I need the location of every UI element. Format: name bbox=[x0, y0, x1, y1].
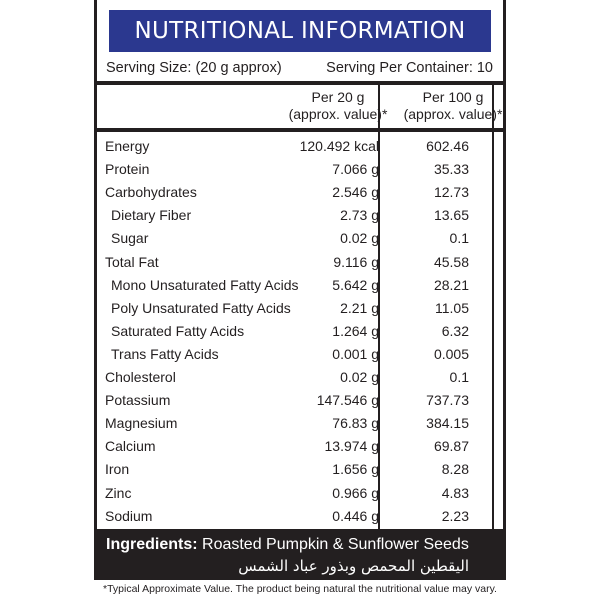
value-per-20g: 0.446 g bbox=[332, 507, 379, 524]
nutrient-name: Poly Unsaturated Fatty Acids bbox=[111, 299, 291, 316]
value-per-20g: 2.21 g bbox=[340, 299, 379, 316]
nutrient-name: Carbohydrates bbox=[105, 184, 197, 201]
nutrient-name: Energy bbox=[105, 138, 150, 154]
table-row bbox=[97, 388, 503, 411]
nutrient-name: Zinc bbox=[105, 484, 132, 501]
table-row bbox=[97, 134, 503, 157]
value-per-100g: 384.15 bbox=[426, 415, 469, 432]
table-row bbox=[97, 319, 503, 342]
value-per-20g: 2.546 g bbox=[332, 184, 379, 201]
nutrient-name: Total Fat bbox=[105, 253, 159, 270]
ingredients-label: Ingredients: bbox=[106, 536, 198, 553]
value-per-100g: 12.73 bbox=[433, 184, 469, 201]
value-per-20g: 0.966 g bbox=[332, 484, 379, 501]
table-row bbox=[97, 226, 503, 249]
value-per-100g: 602.46 bbox=[426, 138, 469, 154]
table-row bbox=[97, 365, 503, 388]
value-per-100g: 35.33 bbox=[433, 161, 469, 178]
table-row bbox=[97, 157, 503, 180]
nutrient-name: Calcium bbox=[105, 438, 156, 455]
serving-info bbox=[97, 57, 503, 81]
table-row bbox=[97, 273, 503, 296]
nutrition-panel bbox=[94, 0, 506, 580]
value-per-20g: 7.066 g bbox=[332, 161, 379, 178]
value-per-20g: 76.83 g bbox=[332, 415, 379, 432]
table-row bbox=[97, 250, 503, 273]
footnote: *Typical Approximate Value. The product being natural the nutritional value may vary. bbox=[103, 583, 497, 595]
nutrient-name: Sodium bbox=[105, 507, 153, 524]
value-per-20g: 0.001 g bbox=[332, 345, 379, 362]
nutrient-name: Magnesium bbox=[105, 415, 178, 432]
ingredients-block bbox=[97, 529, 503, 580]
value-per-100g: 13.65 bbox=[433, 207, 469, 224]
nutrient-name: Iron bbox=[105, 461, 130, 478]
table-row bbox=[97, 203, 503, 226]
nutrient-name: Cholesterol bbox=[105, 369, 176, 385]
table-row bbox=[97, 434, 503, 457]
table-row bbox=[97, 481, 503, 504]
table-row bbox=[97, 342, 503, 365]
table-row bbox=[97, 180, 503, 203]
divider-top bbox=[97, 81, 503, 85]
value-per-100g: 4.83 bbox=[441, 484, 469, 501]
value-per-100g: 11.05 bbox=[435, 299, 469, 316]
nutrient-name: Dietary Fiber bbox=[111, 207, 192, 224]
value-per-20g: 120.492 kcal bbox=[299, 138, 379, 154]
value-per-20g: 0.02 g bbox=[340, 230, 379, 247]
value-per-100g: 6.32 bbox=[441, 322, 469, 339]
table-row bbox=[97, 504, 503, 527]
value-per-20g: 9.116 g bbox=[333, 253, 379, 270]
nutrient-name: Trans Fatty Acids bbox=[111, 345, 219, 362]
value-per-20g: 2.73 g bbox=[340, 207, 379, 224]
nutrient-name: Saturated Fatty Acids bbox=[111, 322, 245, 339]
nutrient-name: Sugar bbox=[111, 230, 149, 247]
panel-title: NUTRITIONAL INFORMATION bbox=[109, 10, 491, 52]
table-row bbox=[97, 457, 503, 480]
ingredients-text: Roasted Pumpkin & Sunflower Seeds bbox=[197, 536, 469, 553]
ingredients-english bbox=[106, 536, 469, 554]
value-per-20g: 5.642 g bbox=[332, 276, 379, 293]
value-per-100g: 737.73 bbox=[426, 392, 469, 409]
value-per-100g: 45.58 bbox=[433, 253, 469, 270]
serving-size: Serving Size: (20 g approx) bbox=[106, 60, 282, 76]
table-row bbox=[97, 411, 503, 434]
header-per-20g: Per 20 g (approx. value)* bbox=[288, 89, 388, 122]
header-per-100g: Per 100 g (approx. value)* bbox=[403, 89, 503, 122]
value-per-100g: 0.005 bbox=[433, 345, 469, 362]
ingredients-arabic: اليقطين المحمص وبذور عباد الشمس bbox=[238, 557, 469, 575]
value-per-100g: 0.1 bbox=[449, 230, 469, 247]
value-per-100g: 0.1 bbox=[449, 369, 469, 385]
value-per-100g: 2.23 bbox=[441, 507, 469, 524]
nutrient-name: Protein bbox=[105, 161, 150, 178]
value-per-20g: 13.974 g bbox=[324, 438, 379, 455]
table-row bbox=[97, 296, 503, 319]
value-per-20g: 147.546 g bbox=[316, 392, 379, 409]
value-per-20g: 1.264 g bbox=[332, 322, 379, 339]
value-per-20g: 1.656 g bbox=[332, 461, 379, 478]
servings-per-container: Serving Per Container: 10 bbox=[326, 60, 493, 76]
value-per-100g: 69.87 bbox=[433, 438, 469, 455]
value-per-100g: 28.21 bbox=[433, 276, 469, 293]
nutrient-name: Potassium bbox=[105, 392, 171, 409]
nutrient-name: Mono Unsaturated Fatty Acids bbox=[111, 276, 299, 293]
value-per-100g: 8.28 bbox=[441, 461, 469, 478]
divider-header bbox=[97, 128, 503, 132]
value-per-20g: 0.02 g bbox=[340, 369, 379, 385]
